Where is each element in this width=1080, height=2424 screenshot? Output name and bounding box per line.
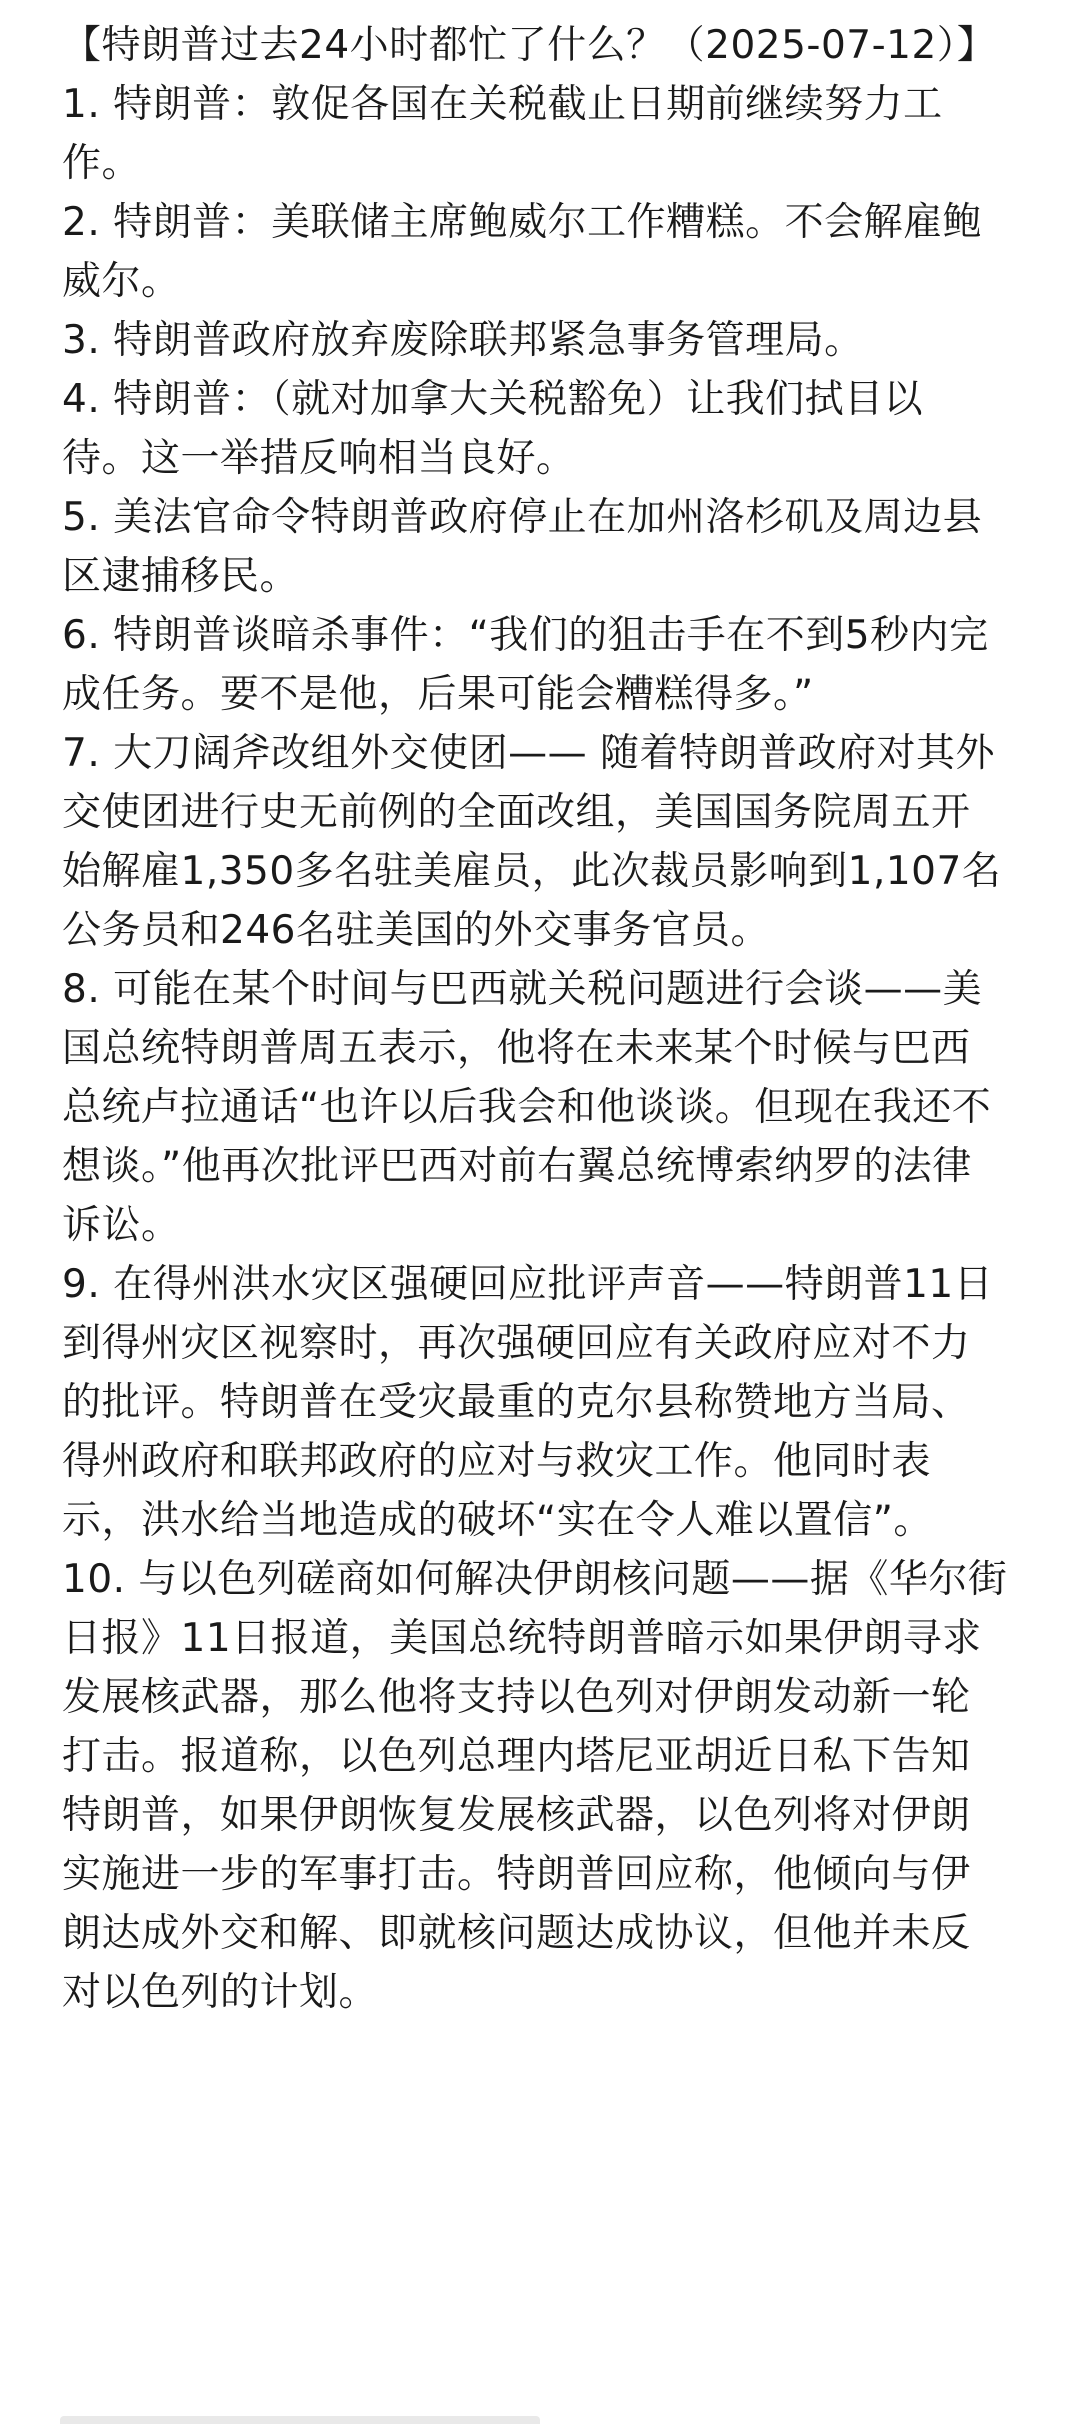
article-line: 成任务。要不是他，后果可能会糟糕得多。” [62, 672, 814, 717]
bottom-edge-bar [60, 2416, 540, 2424]
article-line: 2. 特朗普：美联储主席鲍威尔工作糟糕。不会解雇鲍 [62, 200, 983, 245]
article-line: 3. 特朗普政府放弃废除联邦紧急事务管理局。 [62, 318, 864, 363]
article-line: 国总统特朗普周五表示，他将在未来某个时候与巴西 [62, 1026, 971, 1071]
article-line: 打击。报道称，以色列总理内塔尼亚胡近日私下告知 [62, 1734, 971, 1779]
article-line: 对以色列的计划。 [62, 1970, 379, 2015]
article-line: 公务员和246名驻美国的外交事务官员。 [62, 908, 770, 953]
article-line: 9. 在得州洪水灾区强硬回应批评声音——特朗普11日 [62, 1262, 994, 1307]
article-line: 示，洪水给当地造成的破坏“实在令人难以置信”。 [62, 1498, 933, 1543]
article-line: 5. 美法官命令特朗普政府停止在加州洛杉矶及周边县 [62, 495, 983, 540]
article-line: 威尔。 [62, 259, 181, 304]
article-line: 待。这一举措反响相当良好。 [62, 436, 576, 481]
article-line: 的批评。特朗普在受灾最重的克尔县称赞地方当局、 [62, 1380, 971, 1425]
article-line: 8. 可能在某个时间与巴西就关税问题进行会谈——美 [62, 967, 983, 1012]
article-line: 6. 特朗普谈暗杀事件：“我们的狙击手在不到5秒内完 [62, 613, 989, 658]
article-line: 实施进一步的军事打击。特朗普回应称，他倾向与伊 [62, 1852, 971, 1897]
article-line: 10. 与以色列磋商如何解决伊朗核问题——据《华尔街 [62, 1557, 1008, 1602]
article-line: 发展核武器，那么他将支持以色列对伊朗发动新一轮 [62, 1675, 971, 1720]
article-line: 到得州灾区视察时，再次强硬回应有关政府应对不力 [62, 1321, 971, 1366]
article-line: 作。 [62, 141, 142, 186]
article-line: 诉讼。 [62, 1203, 181, 1248]
article-line: 日报》11日报道，美国总统特朗普暗示如果伊朗寻求 [62, 1616, 982, 1661]
article-line: 得州政府和联邦政府的应对与救灾工作。他同时表 [62, 1439, 932, 1484]
article-line: 交使团进行史无前例的全面改组，美国国务院周五开 [62, 790, 971, 835]
article-line: 4. 特朗普：（就对加拿大关税豁免）让我们拭目以 [62, 377, 924, 422]
article-line: 总统卢拉通话“也许以后我会和他谈谈。但现在我还不 [62, 1085, 992, 1130]
article-title: 【特朗普过去24小时都忙了什么？（2025-07-12）】 [62, 23, 997, 68]
article-line: 朗达成外交和解、即就核问题达成协议，但他并未反 [62, 1911, 971, 1956]
article-line: 始解雇1,350多名驻美雇员，此次裁员影响到1,107名 [62, 849, 1002, 894]
article-line: 想谈。”他再次批评巴西对前右翼总统博索纳罗的法律 [62, 1144, 972, 1189]
article-line: 1. 特朗普：敦促各国在关税截止日期前继续努力工 [62, 82, 943, 127]
article-line: 区逮捕移民。 [62, 554, 300, 599]
article-line: 特朗普，如果伊朗恢复发展核武器，以色列将对伊朗 [62, 1793, 971, 1838]
article-body [62, 16, 1062, 2022]
article-line: 7. 大刀阔斧改组外交使团—— 随着特朗普政府对其外 [62, 731, 996, 776]
